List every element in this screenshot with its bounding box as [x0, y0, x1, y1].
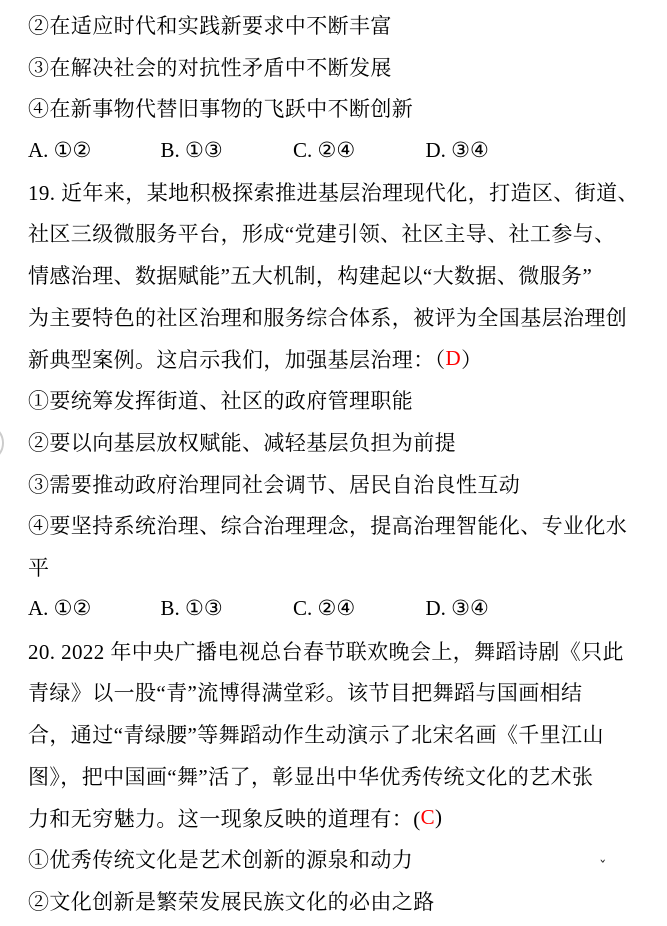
q19-option-4: ④要坚持系统治理、综合治理理念，提高治理智能化、专业化水: [28, 514, 628, 539]
q19-stem-line-3: 情感治理、数据赋能”五大机制，构建起以“大数据、微服务”: [28, 264, 593, 289]
tiny-caret-mark: ˇ: [599, 858, 607, 876]
comment-bubble-partial: [0, 424, 4, 462]
choice-c: C. ②④: [293, 596, 356, 621]
q19-option-4-wrap: 平: [28, 556, 50, 581]
q19-answer-suffix: ）: [461, 347, 483, 372]
q20-stem-line-2: 青绿》以一股“青”流博得满堂彩。该节目把舞蹈与国画相结: [28, 681, 583, 706]
choice-d: D. ③④: [425, 596, 489, 621]
q19-stem-line-1: 19. 近年来，某地积极探索推进基层治理现代化，打造区、街道、: [28, 180, 639, 205]
prev-question-option-2: ②在适应时代和实践新要求中不断丰富: [28, 13, 392, 38]
choice-c: C. ②④: [293, 137, 356, 162]
q19-stem-line-4: 为主要特色的社区治理和服务综合体系，被评为全国基层治理创: [28, 305, 628, 330]
q20-option-1: ①优秀传统文化是艺术创新的源泉和动力: [28, 848, 414, 873]
prev-question-choices-row: [28, 129, 643, 171]
q19-stem-line-2: 社区三级微服务平台，形成“党建引领、社区主导、社工参与、: [28, 222, 616, 247]
choice-b: B. ①③: [160, 596, 223, 621]
q20-stem-line-1: 20. 2022 年中央广播电视总台春节联欢晚会上，舞蹈诗剧《只此: [28, 639, 624, 664]
q20-answer-letter: C: [420, 805, 436, 830]
q19-answer-letter: D: [445, 346, 462, 371]
choice-a: A. ①②: [28, 596, 92, 621]
q19-option-2: ②要以向基层放权赋能、减轻基层负担为前提: [28, 431, 456, 456]
q20-option-2: ②文化创新是繁荣发展民族文化的必由之路: [28, 889, 435, 914]
q19-option-1: ①要统筹发挥街道、社区的政府管理职能: [28, 389, 414, 414]
q19-option-3: ③需要推动政府治理同社会调节、居民自治良性互动: [28, 472, 521, 497]
q20-answer-prefix: 力和无穷魅力。这一现象反映的道理有：(: [28, 806, 421, 831]
prev-question-option-3: ③在解决社会的对抗性矛盾中不断发展: [28, 55, 392, 80]
prev-question-option-4: ④在新事物代替旧事物的飞跃中不断创新: [28, 97, 414, 122]
q20-stem-line-4: 图》，把中国画“舞”活了，彰显出中华优秀传统文化的艺术张: [28, 764, 594, 789]
choice-b: B. ①③: [160, 137, 223, 162]
q20-answer-suffix: ): [435, 805, 443, 830]
choice-a: A. ①②: [28, 137, 92, 162]
q19-answer-line: [28, 338, 643, 380]
exam-text-area: [28, 4, 643, 922]
q20-stem-line-3: 合，通过“青绿腰”等舞蹈动作生动演示了北宋名画《千里江山: [28, 723, 604, 748]
q19-answer-prefix: 新典型案例。这启示我们，加强基层治理：（: [28, 347, 446, 372]
q19-choices-row: [28, 588, 643, 630]
q20-answer-line: [28, 797, 643, 839]
choice-d: D. ③④: [425, 137, 489, 162]
